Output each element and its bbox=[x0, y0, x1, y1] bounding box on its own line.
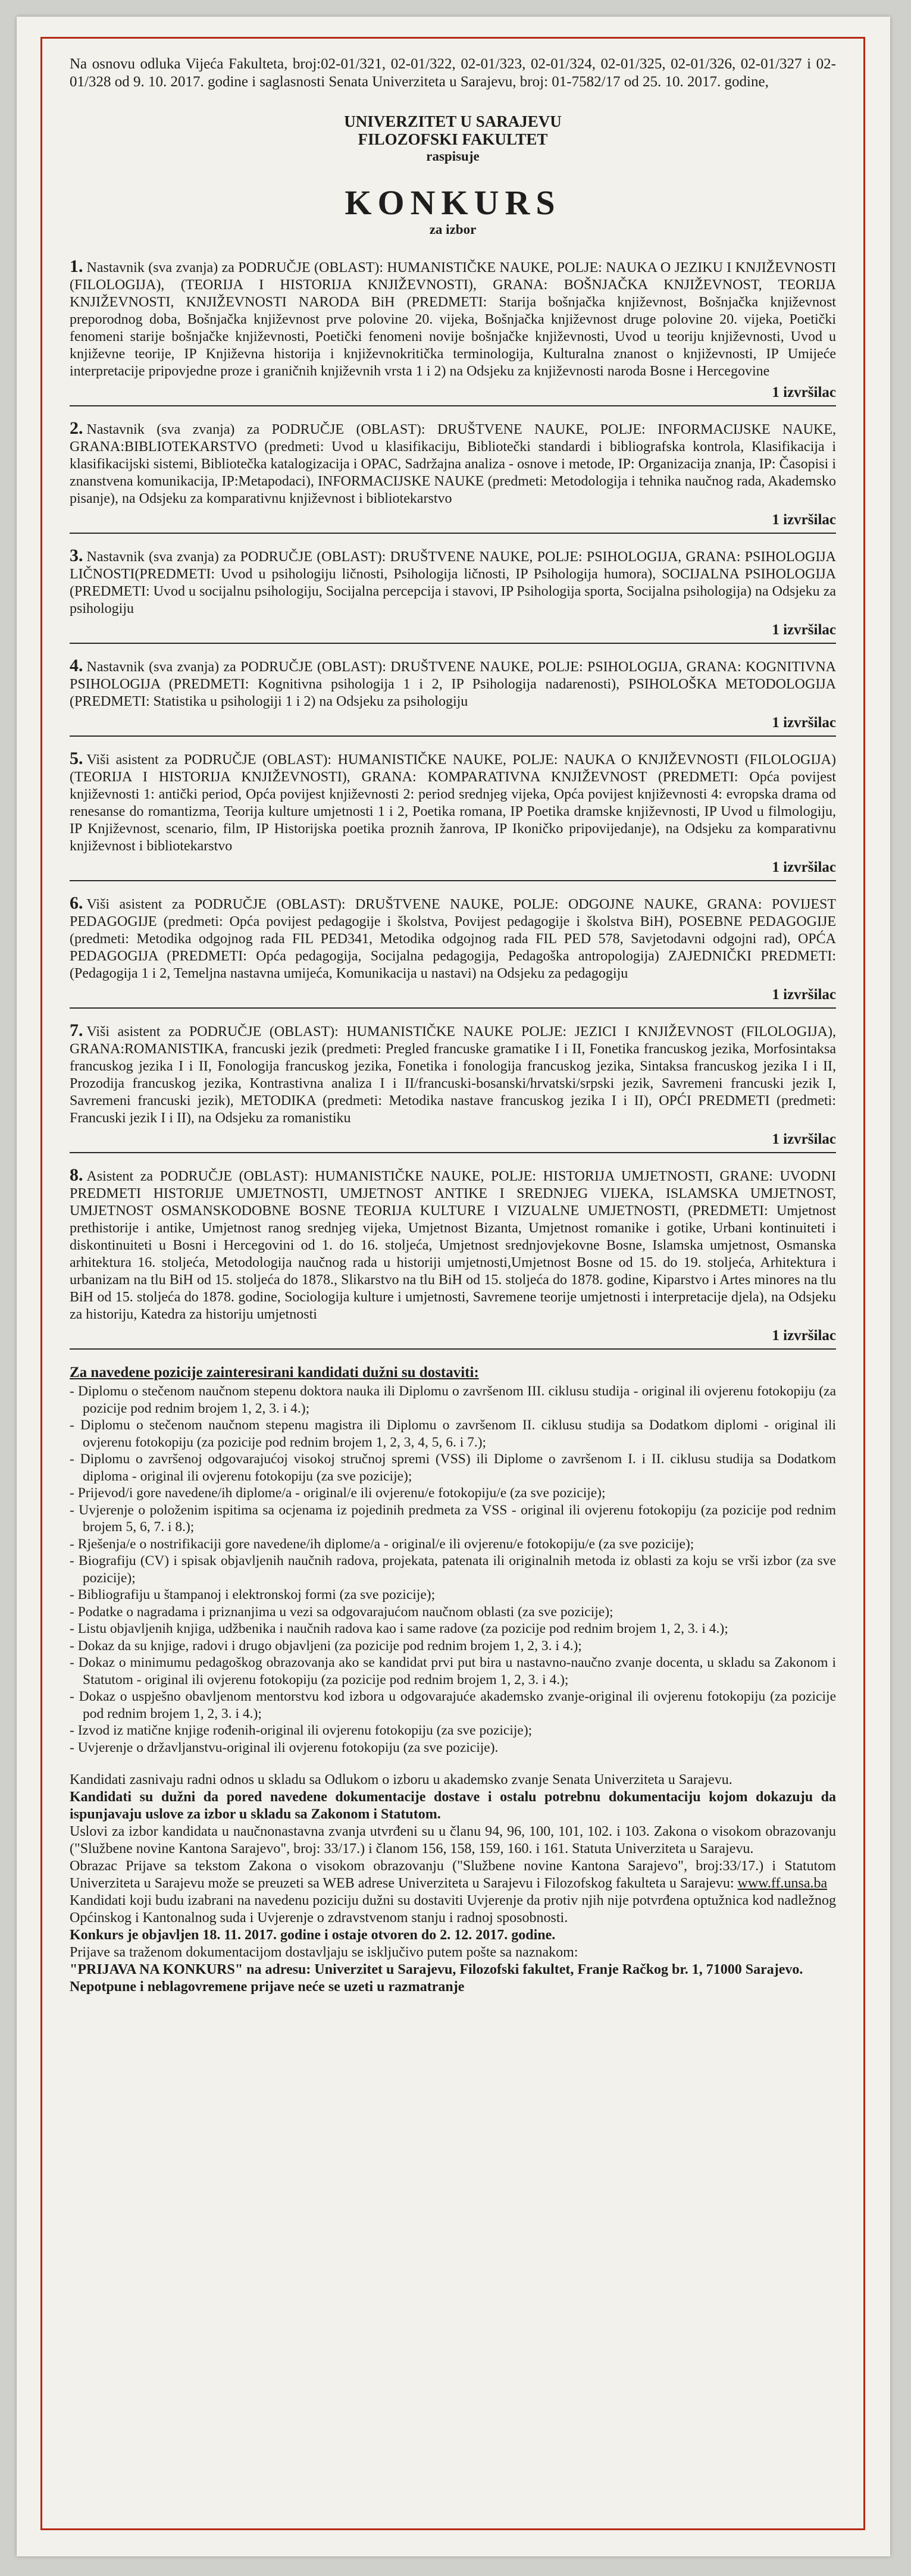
position-number: 5. bbox=[70, 749, 83, 768]
closing-p7: Prijave sa traženom dokumentacijom dostavljaju se isključivo putem pošte sa naznakom: bbox=[70, 1945, 578, 1960]
position-executor-count: 1 izvršilac bbox=[70, 1131, 836, 1153]
position-executor-count: 1 izvršilac bbox=[70, 511, 836, 534]
position-text bbox=[70, 894, 836, 982]
position-item bbox=[70, 1166, 836, 1350]
document-item: - Podatke o nagradama i priznanjima u vezi sa odgovarajućom naučnom oblasti (za sve pozicije); bbox=[70, 1604, 836, 1621]
document-item: - Uvjerenje o položenim ispitima sa ocjenama iz pojedinih predmeta za VSS - original ili ovjerenu fotokopiju (za pozicije pod rednim brojem 5, 6, 7. i 8.); bbox=[70, 1502, 836, 1536]
positions-list bbox=[70, 258, 836, 1350]
position-item bbox=[70, 258, 836, 406]
closing-section bbox=[70, 1771, 836, 1996]
closing-p4 bbox=[70, 1858, 836, 1892]
document-item: - Izvod iz matične knjige rođenih-original ili ovjerenu fotokopiju (za sve pozicije); bbox=[70, 1722, 836, 1739]
position-item bbox=[70, 894, 836, 1009]
documents-heading: Za navedene pozicije zainteresirani kandidati dužni su dostaviti: bbox=[70, 1364, 479, 1381]
position-text bbox=[70, 657, 836, 710]
document-item: - Dokaz o uspješno obavljenom mentorstvu kod izbora u odgovarajuće akademsko zvanje-original ili ovjerenu fotokopiju (za pozicije pod rednim brojem 1, 2, 3. i 4.); bbox=[70, 1688, 836, 1722]
mailing-address: "PRIJAVA NA KONKURS" na adresu: Univerzitet u Sarajevu, Filozofski fakultet, Franje Račkog br. 1, 71000 Sarajevo. bbox=[70, 1962, 803, 1977]
position-description: Asistent za PODRUČJE (OBLAST): HUMANISTIČKE NAUKE, POLJE: HISTORIJA UMJETNOSTI, GRANE: UVODNI PREDMETI HISTORIJE UMJETNOSTI, UMJETNOST ANTIKE I SREDNJEG VIJEKA, ISLAMSKA UMJETNOST, UMJETNOST OSMANSKODOBNE BOSNE TEORIJA KULTURE I VIZUALNE UMJETNOSTI, (PREDMETI: Umjetnost prethistorije i antike, Umjetnost ranog srednjeg vijeka, Umjetnost Bizanta, Umjetnost romanike i gotike, Urbani kontinuiteti i diskontinuiteti u Bosni i Hercegovini od 1. do 16. stoljeća, Umjetnost srednjovjekovne Bosne, Islamska umjetnost, Osmanska arhitektura 16. stoljeća, Metodologija naučnog rada u historiji umjetnosti,Umjetnost Bosne od 15. do 19. stoljeća, Arhitektura i urbanizam na tlu BiH od 15. stoljeća do 1878., Slikarstvo na tlu BiH od 15. stoljeća do 1878. godine, Kiparstvo i Artes minores na tlu BiH od 15. stoljeća do 1878. godine, Sociologija kulture i umjetnosti, Savremene teorije umjetnosti i interpretacije djela), na Odsjeku za historiju, Katedra za historiju umjetnosti bbox=[70, 1169, 836, 1322]
position-text bbox=[70, 1166, 836, 1323]
announces-label: raspisuje bbox=[426, 149, 480, 164]
position-number: 2. bbox=[70, 418, 83, 438]
document-item: - Dokaz da su knjige, radovi i drugo objavljeni (za pozicije pod rednim brojem 1, 2, 3. i 4.); bbox=[70, 1638, 836, 1655]
position-executor-count: 1 izvršilac bbox=[70, 384, 836, 406]
position-description: Nastavnik (sva zvanja) za PODRUČJE (OBLAST): DRUŠTVENE NAUKE, POLJE: INFORMACIJSKE NAUKE, GRANA:BIBLIOTEKARSTVO (predmeti: Uvod u klasifikaciju, Bibliotečki standardi i bibliografska kontrola, Klasifikacija i klasifikacijski sistemi, Bibliotečka katalogizacija i OPAC, Sadržajna analiza - osnove i metode, IP: Organizacija znanja, IP: Časopisi i znanstvena komunikacija, IP:Metapodaci), INFORMACIJSKE NAUKE (predmeti: Metodologija i tehnika naučnog rada, Akademsko pisanje), na Odsjeku za komparativnu književnost i bibliotekarstvo bbox=[70, 422, 836, 506]
closing-p5: Kandidati koji budu izabrani na navedenu poziciju dužni su dostaviti Uvjerenje da protiv njih nije potvrđena optužnica kod nadležnog Općinskog i Kantonalnog suda i Uvjerenje o zdravstvenom stanju i radnoj sposobnosti. bbox=[70, 1893, 836, 1926]
position-executor-count: 1 izvršilac bbox=[70, 859, 836, 881]
position-executor-count: 1 izvršilac bbox=[70, 1327, 836, 1350]
document-item: - Prijevod/i gore navedene/ih diplome/a - original/e ili ovjerenu/e fotokopiju/e (za sve pozicije); bbox=[70, 1485, 836, 1502]
position-description: Nastavnik (sva zvanja) za PODRUČJE (OBLAST): DRUŠTVENE NAUKE, POLJE: PSIHOLOGIJA, GRANA: PSIHOLOGIJA LIČNOSTI(PREDMETI: Uvod u psihologiju ličnosti, Psihologija ličnosti, IP Psihologija humora), SOCIJALNA PSIHOLOGIJA (PREDMETI: Uvod u socijalnu psihologiju, Socijalna percepcija i stavovi, IP Psihologija sporta, Socijalna psihologija) na Odsjeku za psihologiju bbox=[70, 549, 836, 616]
document-item: - Listu objavljenih knjiga, udžbenika i naučnih radova kao i same radove (za pozicije pod rednim brojem 1, 2, 3. i 4.); bbox=[70, 1620, 836, 1638]
university-name: UNIVERZITET U SARAJEVU bbox=[344, 112, 562, 130]
position-item bbox=[70, 420, 836, 534]
position-text bbox=[70, 547, 836, 618]
document-item: - Diplomu o završenoj odgovarajućoj visokoj stručnoj spremi (VSS) ili Diplome o završenom I. i II. ciklusu studija sa Dodatkom diploma - original ili ovjerenu fotokopiju (za sve pozicije); bbox=[70, 1451, 836, 1485]
intro-paragraph: Na osnovu odluka Vijeća Fakulteta, broj:02-01/321, 02-01/322, 02-01/323, 02-01/324, 02-01/325, 02-01/326, 02-01/327 i 02-01/328 od 9. 10. 2017. godine i saglasnosti Senata Univerziteta u Sarajevu, broj: 01-7582/17 od 25. 10. 2017. godine, bbox=[70, 56, 836, 90]
document-item: - Diplomu o stečenom naučnom stepenu doktora nauka ili Diplomu o završenom III. ciklusu studija - original ili ovjerenu fotokopiju (za pozicije pod rednim brojem 1, 2, 3. i 4.); bbox=[70, 1383, 836, 1417]
page-subtitle: za izbor bbox=[429, 222, 477, 237]
position-number: 4. bbox=[70, 656, 83, 675]
website-link[interactable]: www.ff.unsa.ba bbox=[737, 1876, 828, 1891]
position-number: 6. bbox=[70, 893, 83, 913]
position-number: 1. bbox=[70, 256, 83, 276]
deadline-text: Konkurs je objavljen 18. 11. 2017. godine i ostaje otvoren do 2. 12. 2017. godine. bbox=[70, 1927, 556, 1943]
document-item: - Uvjerenje o državljanstvu-original ili ovjerenu fotokopiju (za sve pozicije). bbox=[70, 1739, 836, 1757]
position-item bbox=[70, 1022, 836, 1153]
closing-p1: Kandidati zasnivaju radni odnos u skladu sa Odlukom o izboru u akademsko zvanje Senata Univerziteta u Sarajevu. bbox=[70, 1772, 732, 1788]
position-description: Nastavnik (sva zvanja) za PODRUČJE (OBLAST): DRUŠTVENE NAUKE, POLJE: PSIHOLOGIJA, GRANA: KOGNITIVNA PSIHOLOGIJA (PREDMETI: Kognitivna psihologija 1 i 2, IP Psihologija nadarenosti), PSIHOLOŠKA METODOLOGIJA (PREDMETI: Statistika u psihologiji 1 i 2) na Odsjeku za psihologiju bbox=[70, 659, 836, 709]
position-item bbox=[70, 657, 836, 737]
closing-note: Nepotpune i neblagovremene prijave neće se uzeti u razmatranje bbox=[70, 1979, 465, 1995]
document-item: - Biografiju (CV) i spisak objavljenih naučnih radova, projekata, patenata ili originalnih metoda iz oblasti za koju se vrši izbor (za sve pozicije); bbox=[70, 1553, 836, 1586]
document-item: - Dokaz o minimumu pedagoškog obrazovanja ako se kandidat prvi put bira u nastavno-naučno zvanje docenta, u skladu sa Zakonom i Statutom - original ili ovjerenu fotokopiju (za pozicije pod rednim brojem 1, 2, 3. i 4.); bbox=[70, 1654, 836, 1688]
position-text bbox=[70, 258, 836, 380]
position-executor-count: 1 izvršilac bbox=[70, 714, 836, 737]
closing-p3: Uslovi za izbor kandidata u naučnonastavna zvanja utvrđeni su u članu 94, 96, 100, 101, 102. i 103. Zakona o visokom obrazovanju ("Službene novine Kantona Sarajevo", broj: 33/17.) i članom 156, 158, 159, 160. i 161. Statuta Univerziteta u Sarajevu. bbox=[70, 1824, 836, 1857]
position-text bbox=[70, 420, 836, 508]
position-description: Nastavnik (sva zvanja) za PODRUČJE (OBLAST): HUMANISTIČKE NAUKE, POLJE: NAUKA O JEZIKU I KNJIŽEVNOSTI (FILOLOGIJA), (TEORIJA I HISTORIJA KNJIŽEVNOSTI), GRANA: BOŠNJAČKA KNJIŽEVNOST, TEORIJA KNJIŽEVNOSTI, KNJIŽEVNOSTI NARODA BiH (PREDMETI: Starija bošnjačka književnost, Bošnjačka književnost preporodnog doba, Bošnjačka književnost prve polovine 20. vijeka, Bošnjačka književnost druge polovine 20. vijeka, Poetički fenomeni starije bošnjačke književnosti, Poetički fenomeni novije bošnjačke književnosti, Uvod u teoriju književnosti, Uvod u književne teorije, IP Književna historija i književnokritička terminologija, Kulturalna znanost o književnosti, IP Umijeće interpretacije pripovjedne proze i graničnih književnih vrsta 1 i 2) na Odsjeku za književnosti naroda Bosne i Hercegovine bbox=[70, 260, 836, 379]
position-number: 3. bbox=[70, 546, 83, 565]
documents-list bbox=[70, 1383, 836, 1756]
document-item: - Bibliografiju u štampanoj i elektronskoj formi (za sve pozicije); bbox=[70, 1586, 836, 1604]
position-item bbox=[70, 547, 836, 644]
position-text bbox=[70, 750, 836, 855]
newspaper-page bbox=[17, 17, 890, 2556]
position-number: 8. bbox=[70, 1165, 83, 1185]
position-number: 7. bbox=[70, 1021, 83, 1040]
position-description: Viši asistent za PODRUČJE (OBLAST): HUMANISTIČKE NAUKE, POLJE: NAUKA O KNJIŽEVNOSTI (FILOLOGIJA) (TEORIJA I HISTORIJA KNJIŽEVNOSTI), GRANA: KOMPARATIVNA KNJIŽEVNOST (PREDMETI: Opća povijest književnosti 1: antički period, Opća povijest književnosti 2: period srednjeg vijeka, Opća povijest književnosti 4: evropska drama od renesanse do romantizma, Teorija kulture umjetnosti 1 i 2, Poetika romana, IP Poetika dramske književnosti, IP Uvod u filmologiju, IP Književnost, scenario, film, IP Historijska poetika proznih žanrova, IP Ikoničko pripovijedanje), na Odsjeku za komparativnu književnost i bibliotekarstvo bbox=[70, 752, 836, 854]
closing-p2: Kandidati su dužni da pored navedene dokumentacije dostave i ostalu potrebnu dokumentaciju kojom dokazuju da ispunjavaju uslove za izbor u skladu sa Zakonom i Statutom. bbox=[70, 1789, 836, 1822]
document-item: - Rješenja/e o nostrifikaciji gore navedene/ih diplome/a - original/e ili ovjerenu/e fotokopiju/e (za sve pozicije); bbox=[70, 1536, 836, 1553]
position-text bbox=[70, 1022, 836, 1127]
position-executor-count: 1 izvršilac bbox=[70, 986, 836, 1009]
position-description: Viši asistent za PODRUČJE (OBLAST): HUMANISTIČKE NAUKE POLJE: JEZICI I KNJIŽEVNOST (FILOLOGIJA), GRANA:ROMANISTIKA, francuski jezik (predmeti: Pregled francuske gramatike I i II, Fonetika francuskog jezika, Morfosintaksa francuskog jezika I i II, Fonologija francuskog jezika, Fonetika i fonologija francuskog jezika, Sintaksa francuskog jezika I i II, Prozodija francuskog jezika, Kontrastivna analiza I i II/francuski-bosanski/hrvatski/srpski jezik, Savremeni francuski jezik I, Savremeni francuski jezik), METODIKA (predmeti: Metodika nastave francuskog jezika I i II), OPĆI PREDMETI (predmeti: Francuski jezik I i II), na Odsjeku za romanistiku bbox=[70, 1024, 836, 1126]
position-item bbox=[70, 750, 836, 881]
announcement-frame bbox=[40, 37, 865, 2530]
faculty-name: FILOZOFSKI FAKULTET bbox=[358, 130, 548, 148]
position-description: Viši asistent za PODRUČJE (OBLAST): DRUŠTVENE NAUKE, POLJE: ODGOJNE NAUKE, GRANA: POVIJEST PEDAGOGIJE (predmeti: Opća povijest pedagogije i školstva, Povijest pedagogije i školstva BiH), POSEBNE PEDAGOGIJE (predmeti: Metodika odgojnog rada FIL PED341, Metodika odgojnog rada FIL PED 578, Savjetodavni odgojni rad), OPĆA PEDAGOGIJA (PREDMETI: Opća pedagogija, Socijalna pedagogija, Pedagoška antropologija) ZAJEDNIČKI PREDMETI: (Pedagogija 1 i 2, Temeljna nastavna umijeća, Komunikacija u nastavi) na Odsjeku za pedagogiju bbox=[70, 897, 836, 981]
closing-p4-text: Obrazac Prijave sa tekstom Zakona o visokom obrazovanju ("Službene novine Kantona Sarajevo", broj:33/17.) i Statutom Univerziteta u Sarajevu može se preuzeti sa WEB adrese Univerziteta u Sarajevu i Filozofskog fakulteta u Sarajevu: bbox=[70, 1858, 836, 1891]
page-title: KONKURS bbox=[345, 183, 561, 222]
position-executor-count: 1 izvršilac bbox=[70, 621, 836, 644]
document-item: - Diplomu o stečenom naučnom stepenu magistra ili Diplomu o završenom II. ciklusu studija sa Dodatkom diplomi - original ili ovjerenu fotokopiju (za pozicije pod rednim brojem 1, 2, 3, 4, 5, 6. i 7.); bbox=[70, 1417, 836, 1451]
